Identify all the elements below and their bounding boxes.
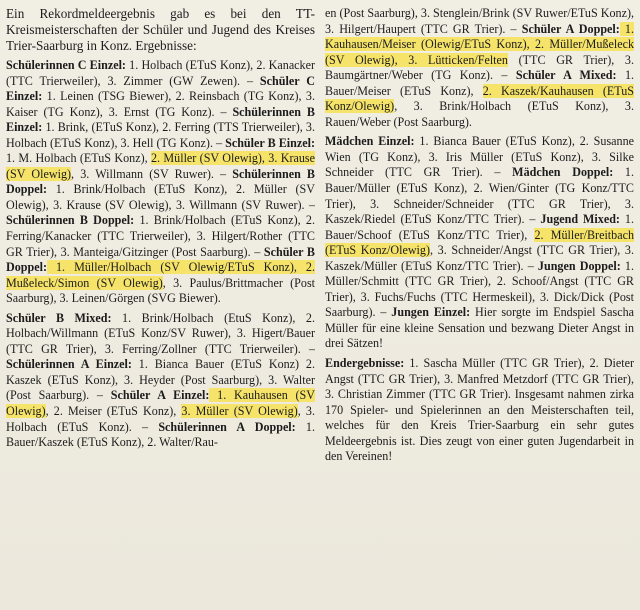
result-text: 1. Bauer/Meiser (ETuS Konz), — [325, 68, 634, 98]
results-paragraph-3 — [325, 6, 634, 130]
result-text: 1. Bianca Bauer (ETuS Konz), 2. Susanne Wien (TG Konz), 3. Iris Müller (ETuS Konz), 3. Silke Schneider (TTC GR Trier). – — [325, 134, 634, 180]
highlighted-result: 2. Müller/Breitbach (ETuS Konz/Olewig) — [325, 227, 634, 258]
category-heading: Schülerinnen B Doppel: — [6, 166, 315, 197]
article-columns — [6, 6, 634, 610]
category-heading: Mädchen Einzel: — [325, 134, 415, 149]
category-heading: Schülerinnen A Einzel: — [6, 357, 132, 372]
result-text: , 3. Holbach (ETuS Konz). – — [6, 404, 315, 434]
category-heading: Schüler A Einzel: — [102, 388, 210, 403]
category-heading: Jungen Einzel: — [386, 305, 471, 320]
category-heading: Schülerinnen B Einzel: — [6, 104, 315, 135]
result-text: 1. M. Holbach (ETuS Konz), — [6, 151, 151, 166]
result-text: 1. Bauer/Müller (ETuS Konz), 2. Wien/Ginter (TG Konz/TTC Trier), 3. Schneider/Schneider (TTC GR Trier), 3. Kaszek/Riedel (ETuS Konz/TTC Trier). – — [325, 165, 634, 227]
result-text: , 3. Schneider/Angst (TTC GR Trier), 3. Kaszek/Müller (ETuS Konz/TTC Trier). – — [325, 243, 634, 273]
result-text: 1. Holbach (ETuS Konz), 2. Kanacker (TTC Trierweiler), 3. Zimmer (GW Zewen). – — [6, 58, 315, 88]
category-heading: Schüler A Mixed: — [507, 68, 617, 83]
result-text: 1. Bianca Bauer (ETuS Konz) 2. Kaszek (ETuS Konz), 3. Heyder (Post Saarburg), 3. Walter (Post Saarburg). – — [6, 357, 315, 403]
result-text: Hier sorgte im Endspiel Sascha Müller für eine kleine Sensation und bezwang Dieter Angst in drei Sätzen! — [325, 305, 634, 351]
category-heading: Schüler C Einzel: — [6, 73, 315, 104]
highlighted-result: 1. Kauhausen (SV Olewig) — [6, 388, 315, 419]
result-text: en (Post Saarburg), 3. Stenglein/Brink (SV Ruwer/ETuS Konz), 3. Hilgert/Haupert (TTC GR Trier). – — [325, 6, 634, 36]
highlighted-result: 2. Müller (SV Olewig), 3. Krause (SV Olewig) — [6, 151, 315, 181]
result-text: 1. Brink, (ETuS Konz), 2. Ferring (TTS Trierweiler), 3. Holbach (ETuS Konz), 3. Hell (TG Konz). – — [6, 120, 315, 150]
result-text: 1. Brink/Holbach (ETuS Konz), 2. Müller (SV Olewig), 3. Krause (SV Olewig), 3. Willmann (SV Ruwer). – — [6, 182, 315, 212]
category-heading: Jungen Doppel: — [533, 258, 621, 273]
category-heading: Schülerinnen C Einzel: — [6, 58, 126, 72]
category-heading: Schüler A Doppel: — [516, 21, 620, 36]
result-text: , 2. Meiser (ETuS Konz), — [45, 404, 182, 419]
highlighted-result: 1. Müller/Holbach (SV Olewig/ETuS Konz), 2. Mußeleck/Simon (SV Olewig) — [6, 260, 315, 290]
category-heading: Schülerinnen B Doppel: — [6, 213, 135, 228]
highlighted-result: 2. Kaszek/Kauhausen (ETuS Konz/Olewig) — [325, 83, 634, 114]
category-heading: Schüler B Mixed: — [6, 310, 112, 325]
results-paragraph-1 — [6, 58, 315, 307]
result-text: 1. Sascha Müller (TTC GR Trier), 2. Dieter Angst (TTC GR Trier), 3. Manfred Metzdorf (TTC GR Trier), 3. Christian Zimmer (TTC GR Trier). Insgesamt nahmen zirka 170 Spieler- und Spielerinnen an den Meisterschaften teil, welches für den Kreis Trier-Saarburg ein sehr gutes Meldeergebnis ist. Dies zeugt von einer guten Jugendarbeit in den Vereinen! — [325, 356, 634, 464]
highlighted-result: 3. Müller (SV Olewig) — [181, 404, 298, 419]
article-column-left — [6, 6, 315, 610]
result-text: 1. Müller/Schmitt (TTC GR Trier), 2. Schoof/Angst (TTC GR Trier), 3. Fuchs/Fuchs (TTC Hermeskeil), 3. Dick/Dick (Post Saarburg). – — [325, 258, 634, 320]
results-paragraph-5 — [325, 356, 634, 465]
result-text: 1. Brink/Holbach (EtuS Konz), 2. Holbach/Willmann (ETuS Konz/SV Ruwer), 3. Higert/Bauer (TTC GR Trier), 3. Ferring/Zollner (TTC Trierweiler). – — [6, 310, 315, 356]
article-column-right — [325, 6, 634, 610]
category-heading: Endergebnisse: — [325, 356, 405, 371]
highlighted-result: 1. Kauhausen/Meiser (Olewig/ETuS Konz), 2. Müller/Mußeleck (SV Olewig), 3. Lütticken/Felten — [325, 21, 634, 67]
result-text: , 3. Willmann (SV Ruwer). – — [71, 166, 227, 181]
results-paragraph-4 — [325, 134, 634, 352]
article-lead: Ein Rekordmeldeergebnis gab es bei den TT-Kreismeisterschaften der Schüler und Jugend des Kreises Trier-Saarburg in Konz. Ergebnisse: — [6, 6, 315, 53]
category-heading: Schüler B Doppel: — [6, 244, 315, 275]
result-text: (TTC GR Trier), 3. Baumgärtner/Weber (TG Konz). – — [325, 52, 634, 83]
result-text: 1. Brink/Holbach (ETuS Konz), 2. Ferring/Kanacker (TTC Trierweiler), 3. Hilgert/Rother (TTC GR Trier), 3. Manteiga/Gitzinger (Post Saarburg). – — [6, 213, 315, 259]
result-text: 1. Bauer/Schoof (ETuS Konz/TTC Trier), — [325, 212, 634, 242]
result-text: 1. Bauer/Kaszek (ETuS Konz), 2. Walter/Rau- — [6, 419, 315, 450]
category-heading: Schüler B Einzel: — [222, 135, 315, 150]
result-text: 1. Leinen (TSG Biewer), 2. Reinsbach (TG Konz), 3. Kaiser (TG Konz), 3. Ernst (TG Konz). – — [6, 89, 315, 119]
category-heading: Mädchen Doppel: — [500, 165, 614, 180]
results-paragraph-2 — [6, 311, 315, 451]
result-text: , 3. Brink/Holbach (ETuS Konz), 3. Rauen/Weber (Post Saarburg). — [325, 99, 634, 129]
category-heading: Schülerinnen A Doppel: — [148, 419, 296, 434]
result-text: , 3. Paulus/Brittmacher (Post Saarburg), 3. Leinen/Görgen (SVG Biewer). — [6, 275, 315, 306]
category-heading: Jugend Mixed: — [535, 212, 620, 227]
